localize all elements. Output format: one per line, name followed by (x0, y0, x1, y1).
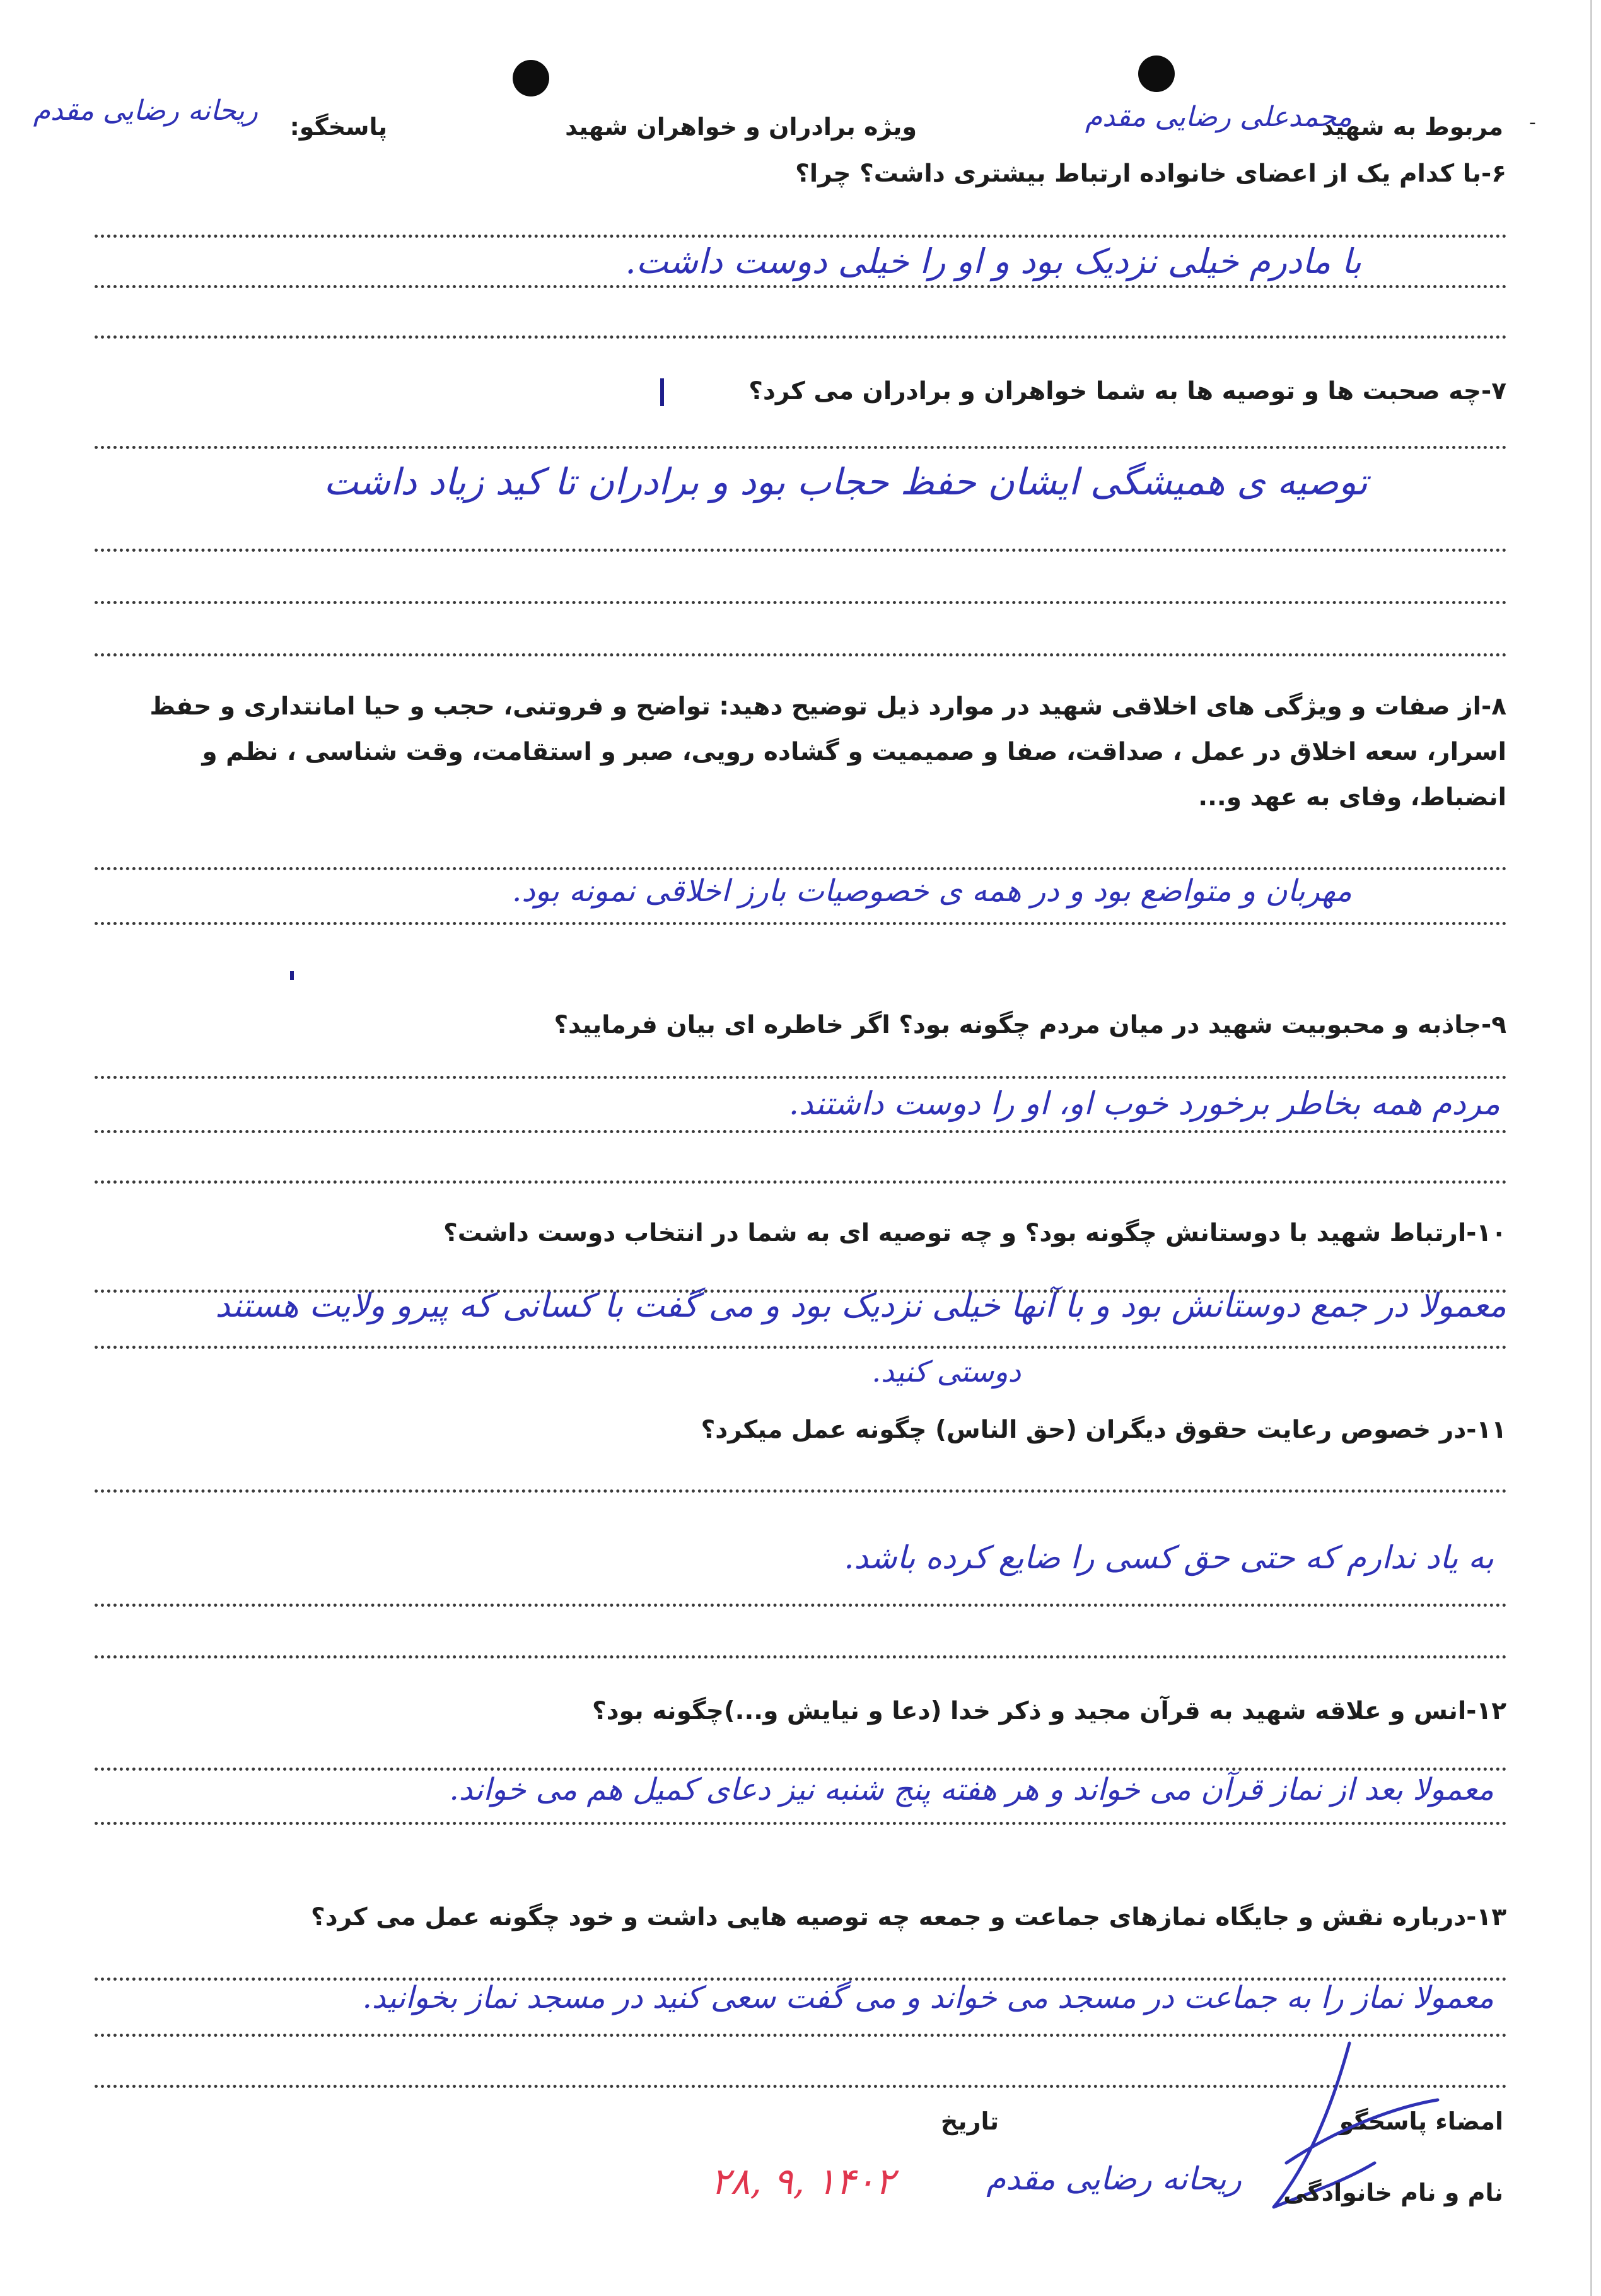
answer-line (95, 1130, 1507, 1133)
respondent-label: پاسخگو: (289, 113, 387, 141)
question-7: ۷-چه صحبت ها و توصیه ها به شما خواهران و برادران می کرد؟ (748, 377, 1506, 405)
related-label: مربوط به شهید (1321, 113, 1503, 141)
question-9: ۹-جاذبه و محبوبیت شهید در میان مردم چگونه بود؟ اگر خاطره ای بیان فرمایید؟ (554, 1011, 1506, 1039)
answer-10-handwritten: معمولا در جمع دوستانش بود و با آنها خیلی نزدیک بود و می گفت با کسانی که پیرو ولایت هستند (215, 1287, 1506, 1325)
answer-line (95, 446, 1507, 449)
answer-8-handwritten: مهربان و متواضع بود و در همه ی خصوصیات بارز اخلاقی نمونه بود. (512, 873, 1352, 909)
question-13: ۱۳-درباره نقش و جایگاه نمازهای جماعت و جمعه چه توصیه هایی داشت و خود چگونه عمل می کرد؟ (310, 1903, 1506, 1932)
martyr-name-handwritten: محمدعلی رضایی مقدم (1085, 101, 1352, 133)
answer-line (95, 867, 1507, 870)
answer-line (95, 1489, 1507, 1493)
answer-line (95, 601, 1507, 604)
question-12: ۱۲-انس و علاقه شهید به قرآن مجید و ذکر خدا (دعا و نیایش و...)چگونه بود؟ (591, 1697, 1506, 1725)
question-11: ۱۱-در خصوص رعایت حقوق دیگران (حق الناس) چگونه عمل میکرد؟ (701, 1416, 1506, 1444)
question-10: ۱۰-ارتباط شهید با دوستانش چگونه بود؟ و چه توصیه ای به شما در انتخاب دوست داشت؟ (443, 1219, 1506, 1247)
pen-stroke-mark (290, 971, 294, 980)
date-value-handwritten: ۱۴۰۲ ,۹ ,۲۸ (711, 2160, 895, 2203)
answer-6-handwritten: با مادرم خیلی نزدیک بود و او را خیلی دوست داشت. (625, 242, 1361, 281)
answer-line (95, 285, 1507, 288)
answer-line (95, 549, 1507, 552)
answer-line (95, 1768, 1507, 1771)
special-label: ویژه برادران و خواهران شهید (565, 113, 917, 141)
question-6: ۶-با کدام یک از اعضای خانواده ارتباط بیشتری داشت؟ چرا؟ (795, 160, 1506, 188)
name-label: نام و نام خانوادگی (1283, 2179, 1503, 2206)
answer-line (95, 653, 1507, 656)
punch-hole-left (1138, 55, 1175, 92)
answer-line (95, 1346, 1507, 1349)
answer-9-handwritten: مردم همه بخاطر برخورد خوب او، او را دوست داشتند. (788, 1085, 1500, 1122)
answer-line (95, 1076, 1507, 1079)
scan-edge (1590, 0, 1592, 2296)
answer-10-continued-handwritten: دوستی کنید. (871, 1355, 1021, 1389)
question-8: ۸-از صفات و ویژگی های اخلاقی شهید در موارد ذیل توضیح دهید: تواضح و فروتنی، حجب و حیا امانتداری و حفظ اسرار، سعه اخلاق در عمل ، صداقت، صفا و صمیمیت و گشاده رویی، صبر و استقامت، وقت شناسی ، نظم و انضباط، وفای به عهد و... (149, 692, 1506, 812)
answer-line (95, 1822, 1507, 1825)
margin-mark: ‐ (1529, 112, 1536, 134)
answer-11-handwritten: به یاد ندارم که حتی حق کسی را ضایع کرده باشد. (844, 1539, 1494, 1576)
answer-line (95, 922, 1507, 925)
answer-12-handwritten: معمولا بعد از نماز قرآن می خواند و هر هفته پنج شنبه نیز دعای کمیل هم می خواند. (449, 1772, 1494, 1807)
answer-line (95, 1180, 1507, 1184)
answer-13-handwritten: معمولا نماز را به جماعت در مسجد می خواند و می گفت سعی کنید در مسجد نماز بخوانید. (362, 1980, 1494, 2015)
answer-line (95, 1655, 1507, 1658)
signature-label: امضاء پاسخگو (1339, 2107, 1503, 2135)
answer-line (95, 335, 1507, 339)
name-value-handwritten: ریحانه رضایی مقدم (986, 2160, 1242, 2197)
respondent-name-handwritten: ریحانه رضایی مقدم (33, 95, 258, 127)
answer-7-handwritten: توصیه ی همیشگی ایشان حفظ حجاب بود و برادران تا کید زیاد داشت (323, 460, 1368, 503)
punch-hole-right (513, 60, 549, 96)
date-label: تاریخ (940, 2107, 999, 2135)
answer-line (95, 235, 1507, 238)
answer-line (95, 1604, 1507, 1607)
